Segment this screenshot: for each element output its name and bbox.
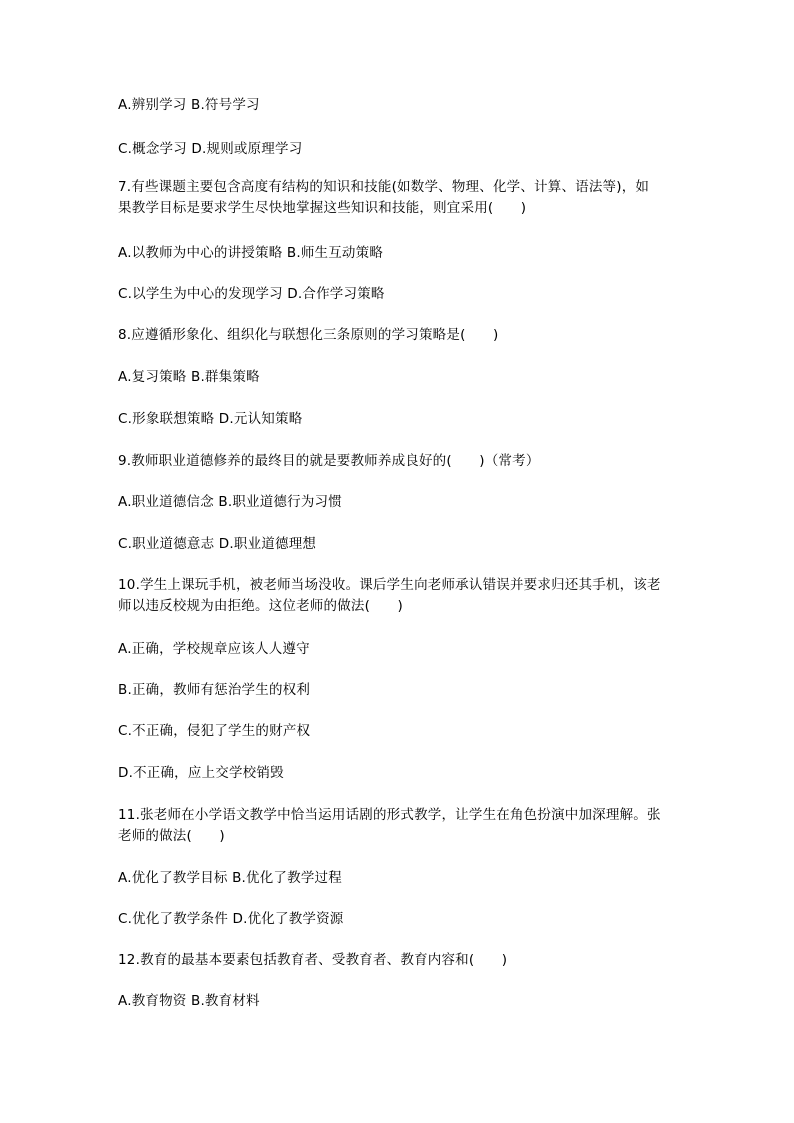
text-line: C.不正确，侵犯了学生的财产权 bbox=[118, 723, 311, 739]
paragraph bbox=[118, 575, 661, 617]
paragraph bbox=[118, 451, 540, 472]
paragraph bbox=[118, 909, 344, 930]
text-line: A.正确，学校规章应该人人遵守 bbox=[118, 641, 310, 657]
text-line: 9.教师职业道德修养的最终目的就是要教师养成良好的( )（常考） bbox=[118, 453, 540, 469]
paragraph bbox=[118, 763, 284, 784]
paragraph bbox=[118, 492, 342, 513]
paragraph bbox=[118, 367, 260, 388]
text-line: 11.张老师在小学语文教学中恰当运用话剧的形式教学，让学生在角色扮演中加深理解。张 bbox=[118, 807, 661, 823]
paragraph bbox=[118, 805, 661, 847]
text-line: A.辨别学习 B.符号学习 bbox=[118, 97, 260, 113]
paragraph bbox=[118, 680, 310, 701]
text-line: 10.学生上课玩手机，被老师当场没收。课后学生向老师承认错误并要求归还其手机，该老 bbox=[118, 577, 661, 593]
text-line: 8.应遵循形象化、组织化与联想化三条原则的学习策略是( ) bbox=[118, 327, 499, 343]
text-line: 果教学目标是要求学生尽快地掌握这些知识和技能，则宜采用( ) bbox=[118, 200, 527, 216]
text-line: 师以违反校规为由拒绝。这位老师的做法( ) bbox=[118, 598, 403, 614]
text-line: 12.教育的最基本要素包括教育者、受教育者、教育内容和( ) bbox=[118, 952, 508, 968]
paragraph bbox=[118, 139, 302, 160]
text-line: C.形象联想策略 D.元认知策略 bbox=[118, 411, 303, 427]
paragraph bbox=[118, 95, 260, 116]
text-line: 7.有些课题主要包含高度有结构的知识和技能(如数学、物理、化学、计算、语法等)，如 bbox=[118, 179, 650, 195]
text-line: A.教育物资 B.教育材料 bbox=[118, 993, 260, 1009]
paragraph bbox=[118, 243, 383, 264]
paragraph bbox=[118, 991, 260, 1012]
paragraph bbox=[118, 639, 310, 660]
text-line: A.职业道德信念 B.职业道德行为习惯 bbox=[118, 494, 342, 510]
text-line: 老师的做法( ) bbox=[118, 828, 225, 844]
text-line: C.职业道德意志 D.职业道德理想 bbox=[118, 536, 317, 552]
text-line: B.正确，教师有惩治学生的权利 bbox=[118, 682, 311, 698]
paragraph bbox=[118, 950, 507, 971]
paragraph bbox=[118, 721, 310, 742]
text-line: C.概念学习 D.规则或原理学习 bbox=[118, 141, 303, 157]
text-line: C.以学生为中心的发现学习 D.合作学习策略 bbox=[118, 286, 385, 302]
text-line: C.优化了教学条件 D.优化了教学资源 bbox=[118, 911, 344, 927]
text-line: A.复习策略 B.群集策略 bbox=[118, 369, 260, 385]
paragraph bbox=[118, 534, 316, 555]
paragraph bbox=[118, 284, 385, 305]
paragraph bbox=[118, 409, 302, 430]
text-line: D.不正确，应上交学校销毁 bbox=[118, 765, 284, 781]
paragraph bbox=[118, 177, 649, 219]
paragraph bbox=[118, 868, 342, 889]
paragraph bbox=[118, 325, 498, 346]
text-line: A.以教师为中心的讲授策略 B.师生互动策略 bbox=[118, 245, 384, 261]
text-line: A.优化了教学目标 B.优化了教学过程 bbox=[118, 870, 342, 886]
